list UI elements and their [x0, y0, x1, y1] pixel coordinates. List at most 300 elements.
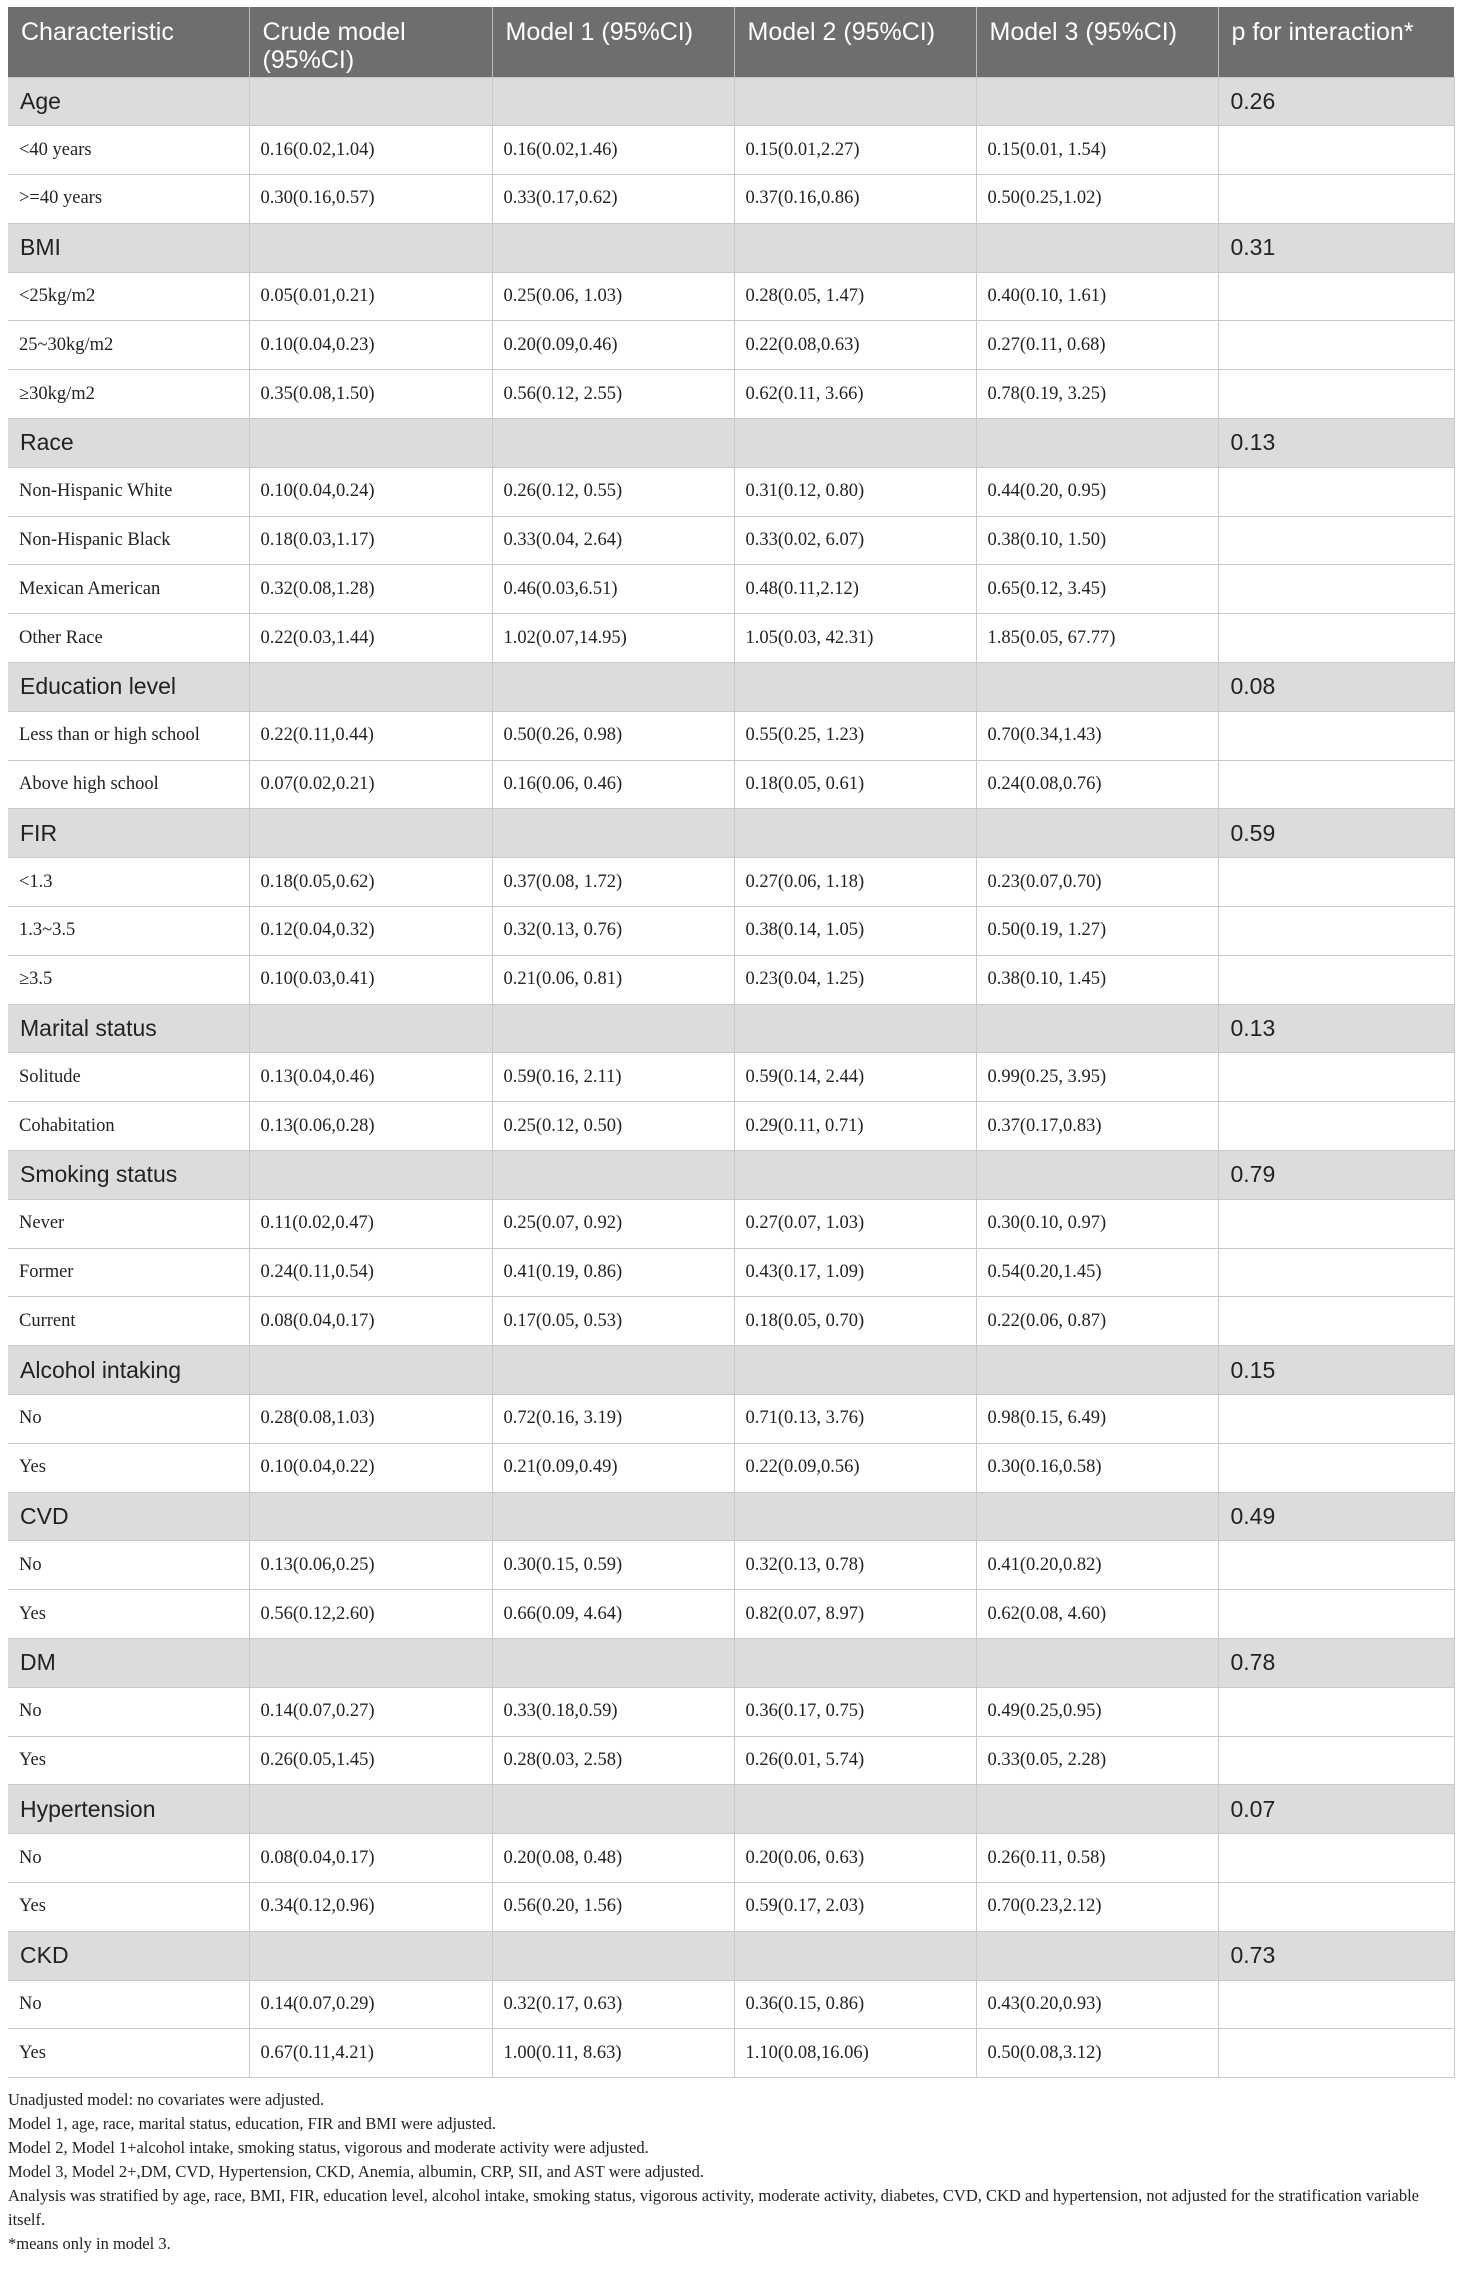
cell-p-empty	[1218, 467, 1454, 516]
table-row	[8, 2029, 1454, 2078]
table-row	[8, 1102, 1454, 1151]
cell-model-1: 0.16(0.02,1.46)	[492, 126, 734, 175]
stratified-results-table	[8, 7, 1455, 2078]
cell-model-2: 1.05(0.03, 42.31)	[734, 614, 976, 663]
group-empty-cell	[734, 663, 976, 712]
cell-model-2: 0.36(0.15, 0.86)	[734, 1980, 976, 2029]
group-empty-cell	[492, 1346, 734, 1395]
cell-crude-model: 0.16(0.02,1.04)	[249, 126, 492, 175]
table-row	[8, 1248, 1454, 1297]
cell-model-1: 0.21(0.06, 0.81)	[492, 955, 734, 1004]
group-empty-cell	[734, 1151, 976, 1200]
footnote: *means only in model 3.	[8, 2234, 171, 2253]
cell-characteristic: No	[8, 1395, 249, 1444]
table-row	[8, 370, 1454, 419]
cell-model-2: 0.27(0.07, 1.03)	[734, 1199, 976, 1248]
cell-characteristic: Non-Hispanic Black	[8, 516, 249, 565]
cell-characteristic: Other Race	[8, 614, 249, 663]
group-empty-cell	[734, 419, 976, 468]
cell-crude-model: 0.22(0.03,1.44)	[249, 614, 492, 663]
table-row	[8, 1443, 1454, 1492]
cell-model-1: 0.33(0.04, 2.64)	[492, 516, 734, 565]
cell-crude-model: 0.22(0.11,0.44)	[249, 711, 492, 760]
group-empty-cell	[492, 77, 734, 126]
group-empty-cell	[492, 223, 734, 272]
cell-p-empty	[1218, 126, 1454, 175]
cell-characteristic: <1.3	[8, 858, 249, 907]
footnote: Model 3, Model 2+,DM, CVD, Hypertension, CKD, Anemia, albumin, CRP, SII, and AST were adjusted.	[8, 2162, 704, 2181]
group-label: Hypertension	[8, 1785, 249, 1834]
table-row	[8, 858, 1454, 907]
group-p-for-interaction: 0.59	[1218, 809, 1454, 858]
group-empty-cell	[249, 1931, 492, 1980]
cell-model-3: 0.30(0.16,0.58)	[976, 1443, 1218, 1492]
cell-characteristic: Yes	[8, 1736, 249, 1785]
cell-model-1: 1.00(0.11, 8.63)	[492, 2029, 734, 2078]
footnote: Analysis was stratified by age, race, BMI, FIR, education level, alcohol intake, smoking status, vigorous activity, moderate activity, diabetes, CVD, CKD and hypertension, not adjusted for the stratification variable itself.	[8, 2186, 1420, 2229]
group-empty-cell	[249, 1151, 492, 1200]
group-label: Marital status	[8, 1004, 249, 1053]
cell-p-empty	[1218, 955, 1454, 1004]
group-empty-cell	[492, 809, 734, 858]
cell-crude-model: 0.32(0.08,1.28)	[249, 565, 492, 614]
cell-p-empty	[1218, 175, 1454, 224]
cell-p-empty	[1218, 1297, 1454, 1346]
table-row	[8, 272, 1454, 321]
group-label: DM	[8, 1639, 249, 1688]
table-row	[8, 1199, 1454, 1248]
table-row	[8, 1687, 1454, 1736]
group-label: Age	[8, 77, 249, 126]
cell-model-3: 0.44(0.20, 0.95)	[976, 467, 1218, 516]
cell-p-empty	[1218, 907, 1454, 956]
group-label: Alcohol intaking	[8, 1346, 249, 1395]
cell-characteristic: No	[8, 1980, 249, 2029]
group-label: CKD	[8, 1931, 249, 1980]
cell-characteristic: ≥3.5	[8, 955, 249, 1004]
table-row	[8, 907, 1454, 956]
group-empty-cell	[249, 809, 492, 858]
cell-p-empty	[1218, 1736, 1454, 1785]
cell-model-2: 0.59(0.17, 2.03)	[734, 1882, 976, 1931]
cell-crude-model: 0.18(0.03,1.17)	[249, 516, 492, 565]
cell-model-1: 0.25(0.07, 0.92)	[492, 1199, 734, 1248]
cell-model-3: 0.41(0.20,0.82)	[976, 1541, 1218, 1590]
cell-crude-model: 0.28(0.08,1.03)	[249, 1395, 492, 1444]
group-empty-cell	[976, 1492, 1218, 1541]
group-label: Smoking status	[8, 1151, 249, 1200]
cell-model-3: 0.37(0.17,0.83)	[976, 1102, 1218, 1151]
table-row	[8, 175, 1454, 224]
table-row	[8, 1541, 1454, 1590]
cell-p-empty	[1218, 516, 1454, 565]
cell-crude-model: 0.11(0.02,0.47)	[249, 1199, 492, 1248]
group-p-for-interaction: 0.15	[1218, 1346, 1454, 1395]
cell-model-2: 0.15(0.01,2.27)	[734, 126, 976, 175]
table-row	[8, 516, 1454, 565]
group-empty-cell	[249, 1785, 492, 1834]
cell-model-2: 0.23(0.04, 1.25)	[734, 955, 976, 1004]
cell-p-empty	[1218, 1834, 1454, 1883]
cell-characteristic: 1.3~3.5	[8, 907, 249, 956]
cell-model-1: 0.32(0.13, 0.76)	[492, 907, 734, 956]
group-empty-cell	[734, 1492, 976, 1541]
footnote: Model 1, age, race, marital status, education, FIR and BMI were adjusted.	[8, 2114, 496, 2133]
cell-model-3: 0.99(0.25, 3.95)	[976, 1053, 1218, 1102]
cell-model-3: 0.50(0.25,1.02)	[976, 175, 1218, 224]
cell-characteristic: Mexican American	[8, 565, 249, 614]
group-header-row	[8, 1151, 1454, 1200]
table-header-row	[8, 7, 1454, 77]
cell-model-1: 0.32(0.17, 0.63)	[492, 1980, 734, 2029]
cell-model-2: 0.33(0.02, 6.07)	[734, 516, 976, 565]
cell-model-1: 0.20(0.08, 0.48)	[492, 1834, 734, 1883]
cell-crude-model: 0.13(0.06,0.25)	[249, 1541, 492, 1590]
header-model-3: Model 3 (95%CI)	[976, 7, 1218, 77]
cell-crude-model: 0.34(0.12,0.96)	[249, 1882, 492, 1931]
cell-model-1: 0.30(0.15, 0.59)	[492, 1541, 734, 1590]
cell-p-empty	[1218, 1102, 1454, 1151]
cell-p-empty	[1218, 1980, 1454, 2029]
cell-crude-model: 0.08(0.04,0.17)	[249, 1834, 492, 1883]
table-body	[8, 77, 1454, 2078]
cell-characteristic: No	[8, 1687, 249, 1736]
cell-characteristic: >=40 years	[8, 175, 249, 224]
header-characteristic: Characteristic	[8, 7, 249, 77]
header-p-for-interaction: p for interaction*	[1218, 7, 1454, 77]
group-header-row	[8, 1931, 1454, 1980]
cell-p-empty	[1218, 614, 1454, 663]
cell-model-1: 0.33(0.18,0.59)	[492, 1687, 734, 1736]
header-model-2: Model 2 (95%CI)	[734, 7, 976, 77]
cell-characteristic: Yes	[8, 1882, 249, 1931]
group-header-row	[8, 809, 1454, 858]
group-header-row	[8, 1004, 1454, 1053]
cell-p-empty	[1218, 565, 1454, 614]
group-empty-cell	[976, 1639, 1218, 1688]
table-row	[8, 955, 1454, 1004]
group-empty-cell	[249, 419, 492, 468]
cell-crude-model: 0.14(0.07,0.27)	[249, 1687, 492, 1736]
group-empty-cell	[734, 809, 976, 858]
cell-model-1: 0.17(0.05, 0.53)	[492, 1297, 734, 1346]
cell-model-2: 0.26(0.01, 5.74)	[734, 1736, 976, 1785]
group-empty-cell	[492, 419, 734, 468]
footnote: Unadjusted model: no covariates were adjusted.	[8, 2090, 325, 2109]
group-empty-cell	[492, 1004, 734, 1053]
cell-model-2: 1.10(0.08,16.06)	[734, 2029, 976, 2078]
cell-model-2: 0.59(0.14, 2.44)	[734, 1053, 976, 1102]
cell-model-1: 0.50(0.26, 0.98)	[492, 711, 734, 760]
table-footnotes	[8, 2088, 1454, 2256]
table-row	[8, 321, 1454, 370]
table-row	[8, 1053, 1454, 1102]
group-p-for-interaction: 0.49	[1218, 1492, 1454, 1541]
cell-model-2: 0.38(0.14, 1.05)	[734, 907, 976, 956]
cell-characteristic: Current	[8, 1297, 249, 1346]
group-label: Race	[8, 419, 249, 468]
cell-p-empty	[1218, 760, 1454, 809]
group-label: FIR	[8, 809, 249, 858]
group-empty-cell	[249, 1346, 492, 1395]
cell-model-3: 0.98(0.15, 6.49)	[976, 1395, 1218, 1444]
cell-model-2: 0.20(0.06, 0.63)	[734, 1834, 976, 1883]
group-empty-cell	[492, 1785, 734, 1834]
cell-characteristic: Yes	[8, 2029, 249, 2078]
group-empty-cell	[976, 663, 1218, 712]
group-empty-cell	[976, 1151, 1218, 1200]
cell-model-2: 0.22(0.09,0.56)	[734, 1443, 976, 1492]
cell-p-empty	[1218, 1395, 1454, 1444]
group-p-for-interaction: 0.31	[1218, 223, 1454, 272]
group-p-for-interaction: 0.73	[1218, 1931, 1454, 1980]
cell-characteristic: Yes	[8, 1443, 249, 1492]
cell-model-1: 0.46(0.03,6.51)	[492, 565, 734, 614]
group-empty-cell	[492, 663, 734, 712]
table-row	[8, 467, 1454, 516]
group-empty-cell	[734, 1785, 976, 1834]
cell-crude-model: 0.05(0.01,0.21)	[249, 272, 492, 321]
cell-crude-model: 0.67(0.11,4.21)	[249, 2029, 492, 2078]
cell-model-2: 0.71(0.13, 3.76)	[734, 1395, 976, 1444]
cell-model-2: 0.48(0.11,2.12)	[734, 565, 976, 614]
cell-model-3: 0.38(0.10, 1.50)	[976, 516, 1218, 565]
cell-crude-model: 0.10(0.04,0.24)	[249, 467, 492, 516]
cell-model-3: 0.30(0.10, 0.97)	[976, 1199, 1218, 1248]
cell-model-3: 0.38(0.10, 1.45)	[976, 955, 1218, 1004]
cell-model-2: 0.37(0.16,0.86)	[734, 175, 976, 224]
group-empty-cell	[976, 1346, 1218, 1395]
group-empty-cell	[976, 1931, 1218, 1980]
cell-crude-model: 0.07(0.02,0.21)	[249, 760, 492, 809]
cell-crude-model: 0.12(0.04,0.32)	[249, 907, 492, 956]
group-empty-cell	[976, 77, 1218, 126]
cell-model-2: 0.36(0.17, 0.75)	[734, 1687, 976, 1736]
cell-characteristic: Solitude	[8, 1053, 249, 1102]
group-label: Education level	[8, 663, 249, 712]
group-empty-cell	[249, 77, 492, 126]
cell-crude-model: 0.35(0.08,1.50)	[249, 370, 492, 419]
cell-model-3: 0.27(0.11, 0.68)	[976, 321, 1218, 370]
cell-model-1: 0.25(0.12, 0.50)	[492, 1102, 734, 1151]
cell-model-3: 0.26(0.11, 0.58)	[976, 1834, 1218, 1883]
group-p-for-interaction: 0.26	[1218, 77, 1454, 126]
cell-characteristic: Yes	[8, 1590, 249, 1639]
cell-crude-model: 0.24(0.11,0.54)	[249, 1248, 492, 1297]
cell-model-1: 0.59(0.16, 2.11)	[492, 1053, 734, 1102]
cell-model-1: 0.56(0.12, 2.55)	[492, 370, 734, 419]
cell-p-empty	[1218, 2029, 1454, 2078]
group-header-row	[8, 419, 1454, 468]
group-empty-cell	[734, 77, 976, 126]
group-empty-cell	[976, 1785, 1218, 1834]
group-empty-cell	[976, 419, 1218, 468]
cell-characteristic: No	[8, 1541, 249, 1590]
group-empty-cell	[249, 1492, 492, 1541]
group-header-row	[8, 77, 1454, 126]
cell-crude-model: 0.08(0.04,0.17)	[249, 1297, 492, 1346]
cell-model-2: 0.31(0.12, 0.80)	[734, 467, 976, 516]
cell-model-3: 0.43(0.20,0.93)	[976, 1980, 1218, 2029]
cell-model-2: 0.28(0.05, 1.47)	[734, 272, 976, 321]
group-header-row	[8, 1346, 1454, 1395]
cell-model-3: 0.15(0.01, 1.54)	[976, 126, 1218, 175]
group-empty-cell	[976, 223, 1218, 272]
cell-p-empty	[1218, 370, 1454, 419]
cell-model-1: 1.02(0.07,14.95)	[492, 614, 734, 663]
footnote: Model 2, Model 1+alcohol intake, smoking status, vigorous and moderate activity were adjusted.	[8, 2138, 649, 2157]
cell-model-2: 0.29(0.11, 0.71)	[734, 1102, 976, 1151]
group-empty-cell	[249, 223, 492, 272]
group-empty-cell	[734, 1931, 976, 1980]
group-empty-cell	[249, 663, 492, 712]
group-empty-cell	[492, 1639, 734, 1688]
cell-model-1: 0.26(0.12, 0.55)	[492, 467, 734, 516]
cell-model-2: 0.27(0.06, 1.18)	[734, 858, 976, 907]
cell-model-1: 0.20(0.09,0.46)	[492, 321, 734, 370]
cell-model-1: 0.56(0.20, 1.56)	[492, 1882, 734, 1931]
table-row	[8, 760, 1454, 809]
group-empty-cell	[976, 809, 1218, 858]
cell-model-3: 0.54(0.20,1.45)	[976, 1248, 1218, 1297]
cell-crude-model: 0.14(0.07,0.29)	[249, 1980, 492, 2029]
cell-model-3: 0.49(0.25,0.95)	[976, 1687, 1218, 1736]
group-empty-cell	[976, 1004, 1218, 1053]
group-label: CVD	[8, 1492, 249, 1541]
cell-characteristic: <25kg/m2	[8, 272, 249, 321]
cell-characteristic: No	[8, 1834, 249, 1883]
cell-characteristic: <40 years	[8, 126, 249, 175]
group-header-row	[8, 1639, 1454, 1688]
cell-p-empty	[1218, 1053, 1454, 1102]
header-crude-model: Crude model (95%CI)	[249, 7, 492, 77]
cell-p-empty	[1218, 711, 1454, 760]
group-empty-cell	[492, 1931, 734, 1980]
table-row	[8, 565, 1454, 614]
cell-p-empty	[1218, 272, 1454, 321]
cell-crude-model: 0.10(0.04,0.23)	[249, 321, 492, 370]
cell-model-2: 0.43(0.17, 1.09)	[734, 1248, 976, 1297]
cell-crude-model: 0.56(0.12,2.60)	[249, 1590, 492, 1639]
cell-model-3: 1.85(0.05, 67.77)	[976, 614, 1218, 663]
cell-model-3: 0.24(0.08,0.76)	[976, 760, 1218, 809]
cell-p-empty	[1218, 1882, 1454, 1931]
cell-model-2: 0.62(0.11, 3.66)	[734, 370, 976, 419]
cell-model-3: 0.62(0.08, 4.60)	[976, 1590, 1218, 1639]
table-row	[8, 1834, 1454, 1883]
cell-p-empty	[1218, 1590, 1454, 1639]
group-p-for-interaction: 0.78	[1218, 1639, 1454, 1688]
group-p-for-interaction: 0.79	[1218, 1151, 1454, 1200]
cell-crude-model: 0.26(0.05,1.45)	[249, 1736, 492, 1785]
cell-model-3: 0.70(0.23,2.12)	[976, 1882, 1218, 1931]
header-model-1: Model 1 (95%CI)	[492, 7, 734, 77]
cell-model-1: 0.41(0.19, 0.86)	[492, 1248, 734, 1297]
cell-model-1: 0.33(0.17,0.62)	[492, 175, 734, 224]
table-row	[8, 1736, 1454, 1785]
cell-characteristic: ≥30kg/m2	[8, 370, 249, 419]
cell-model-3: 0.78(0.19, 3.25)	[976, 370, 1218, 419]
cell-p-empty	[1218, 1687, 1454, 1736]
cell-model-2: 0.22(0.08,0.63)	[734, 321, 976, 370]
cell-model-1: 0.16(0.06, 0.46)	[492, 760, 734, 809]
cell-characteristic: Cohabitation	[8, 1102, 249, 1151]
cell-characteristic: Non-Hispanic White	[8, 467, 249, 516]
cell-model-3: 0.70(0.34,1.43)	[976, 711, 1218, 760]
cell-crude-model: 0.10(0.04,0.22)	[249, 1443, 492, 1492]
cell-crude-model: 0.13(0.06,0.28)	[249, 1102, 492, 1151]
group-p-for-interaction: 0.08	[1218, 663, 1454, 712]
cell-model-2: 0.82(0.07, 8.97)	[734, 1590, 976, 1639]
cell-p-empty	[1218, 858, 1454, 907]
cell-model-2: 0.55(0.25, 1.23)	[734, 711, 976, 760]
cell-p-empty	[1218, 1541, 1454, 1590]
cell-characteristic: Former	[8, 1248, 249, 1297]
group-empty-cell	[492, 1492, 734, 1541]
group-empty-cell	[249, 1639, 492, 1688]
group-p-for-interaction: 0.13	[1218, 1004, 1454, 1053]
cell-model-3: 0.23(0.07,0.70)	[976, 858, 1218, 907]
group-header-row	[8, 1492, 1454, 1541]
cell-model-1: 0.37(0.08, 1.72)	[492, 858, 734, 907]
cell-characteristic: 25~30kg/m2	[8, 321, 249, 370]
group-label: BMI	[8, 223, 249, 272]
cell-model-3: 0.33(0.05, 2.28)	[976, 1736, 1218, 1785]
cell-model-2: 0.18(0.05, 0.70)	[734, 1297, 976, 1346]
cell-model-3: 0.50(0.19, 1.27)	[976, 907, 1218, 956]
cell-p-empty	[1218, 321, 1454, 370]
cell-model-2: 0.32(0.13, 0.78)	[734, 1541, 976, 1590]
group-header-row	[8, 663, 1454, 712]
cell-crude-model: 0.13(0.04,0.46)	[249, 1053, 492, 1102]
cell-model-1: 0.28(0.03, 2.58)	[492, 1736, 734, 1785]
group-empty-cell	[492, 1151, 734, 1200]
group-p-for-interaction: 0.13	[1218, 419, 1454, 468]
cell-crude-model: 0.30(0.16,0.57)	[249, 175, 492, 224]
cell-model-3: 0.40(0.10, 1.61)	[976, 272, 1218, 321]
group-header-row	[8, 1785, 1454, 1834]
cell-model-1: 0.21(0.09,0.49)	[492, 1443, 734, 1492]
table-row	[8, 1980, 1454, 2029]
cell-p-empty	[1218, 1199, 1454, 1248]
group-empty-cell	[249, 1004, 492, 1053]
results-table-container	[8, 7, 1454, 2078]
cell-model-3: 0.50(0.08,3.12)	[976, 2029, 1218, 2078]
cell-model-1: 0.25(0.06, 1.03)	[492, 272, 734, 321]
table-row	[8, 1590, 1454, 1639]
cell-characteristic: Less than or high school	[8, 711, 249, 760]
group-empty-cell	[734, 1639, 976, 1688]
cell-crude-model: 0.18(0.05,0.62)	[249, 858, 492, 907]
cell-characteristic: Above high school	[8, 760, 249, 809]
cell-p-empty	[1218, 1443, 1454, 1492]
cell-model-1: 0.66(0.09, 4.64)	[492, 1590, 734, 1639]
cell-model-2: 0.18(0.05, 0.61)	[734, 760, 976, 809]
table-row	[8, 126, 1454, 175]
group-empty-cell	[734, 1004, 976, 1053]
cell-model-3: 0.65(0.12, 3.45)	[976, 565, 1218, 614]
cell-crude-model: 0.10(0.03,0.41)	[249, 955, 492, 1004]
table-row	[8, 1395, 1454, 1444]
group-empty-cell	[734, 1346, 976, 1395]
group-header-row	[8, 223, 1454, 272]
cell-characteristic: Never	[8, 1199, 249, 1248]
cell-model-3: 0.22(0.06, 0.87)	[976, 1297, 1218, 1346]
table-row	[8, 711, 1454, 760]
cell-model-1: 0.72(0.16, 3.19)	[492, 1395, 734, 1444]
group-empty-cell	[734, 223, 976, 272]
cell-p-empty	[1218, 1248, 1454, 1297]
